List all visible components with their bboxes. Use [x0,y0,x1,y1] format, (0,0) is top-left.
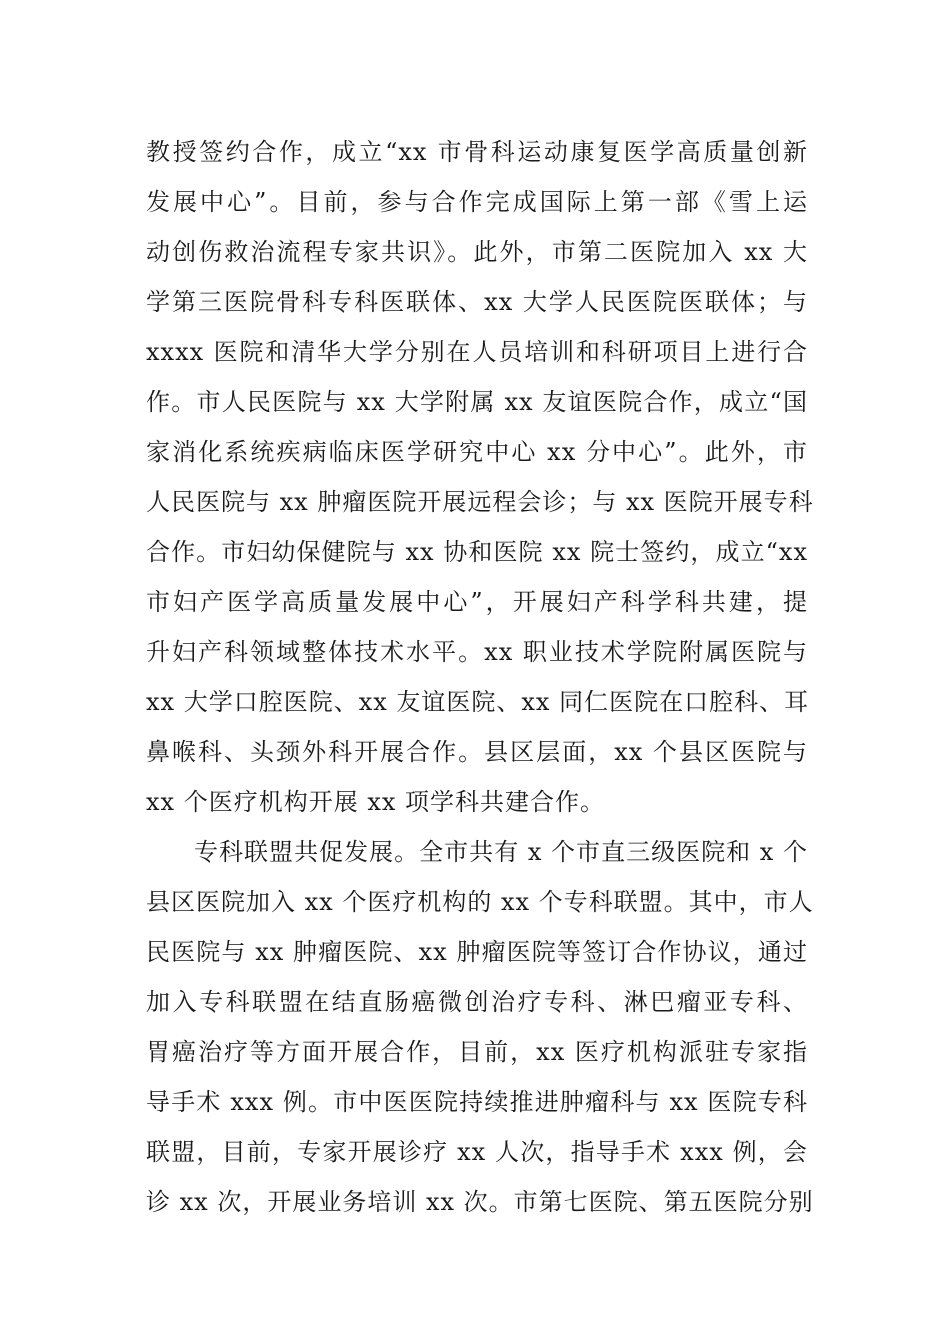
paragraph-1-line: 市妇产医学高质量发展中心”，开展妇产科学科共建，提 [146,588,808,616]
paragraph-2-line: 胃癌治疗等方面开展合作，目前，xx 医疗机构派驻专家指 [146,1038,808,1066]
paragraph-1-line: 人民医院与 xx 肿瘤医院开展远程会诊；与 xx 医院开展专科 [146,488,814,516]
paragraph-1-line: 学第三医院骨科专科医联体、xx 大学人民医院医联体；与 [146,288,808,316]
paragraph-2-line: 专科联盟共促发展。全市共有 x 个市直三级医院和 x 个 [194,838,808,866]
paragraph-2-line: 县区医院加入 xx 个医疗机构的 xx 个专科联盟。其中，市人 [146,888,814,916]
paragraph-1-line: 发展中心”。目前，参与合作完成国际上第一部《雪上运 [146,188,808,216]
paragraph-1-line: 教授签约合作，成立“xx 市骨科运动康复医学高质量创新 [146,138,808,166]
paragraph-1-line: 鼻喉科、头颈外科开展合作。县区层面，xx 个县区医院与 [146,738,808,766]
paragraph-2-line: 联盟，目前，专家开展诊疗 xx 人次，指导手术 xxx 例，会 [146,1138,808,1166]
paragraph-1-line: xxxx 医院和清华大学分别在人员培训和科研项目上进行合 [146,338,808,366]
paragraph-1-line: 家消化系统疾病临床医学研究中心 xx 分中心”。此外，市 [146,438,808,466]
paragraph-1-line: 动创伤救治流程专家共识》。此外，市第二医院加入 xx 大 [146,238,808,266]
paragraph-2-line: 导手术 xxx 例。市中医医院持续推进肿瘤科与 xx 医院专科 [146,1088,808,1116]
paragraph-2-line: 民医院与 xx 肿瘤医院、xx 肿瘤医院等签订合作协议，通过 [146,938,808,966]
paragraph-1-line: 合作。市妇幼保健院与 xx 协和医院 xx 院士签约，成立“xx [146,538,808,566]
paragraph-1-line: 作。市人民医院与 xx 大学附属 xx 友谊医院合作，成立“国 [146,388,808,416]
paragraph-2-line: 加入专科联盟在结直肠癌微创治疗专科、淋巴瘤亚专科、 [146,988,808,1016]
paragraph-1-line: xx 大学口腔医院、xx 友谊医院、xx 同仁医院在口腔科、耳 [146,688,810,716]
paragraph-1-line: 升妇产科领域整体技术水平。xx 职业技术学院附属医院与 [146,638,808,666]
paragraph-1-line: xx 个医疗机构开展 xx 项学科共建合作。 [146,788,606,816]
paragraph-2-line: 诊 xx 次，开展业务培训 xx 次。市第七医院、第五医院分别 [146,1188,814,1216]
